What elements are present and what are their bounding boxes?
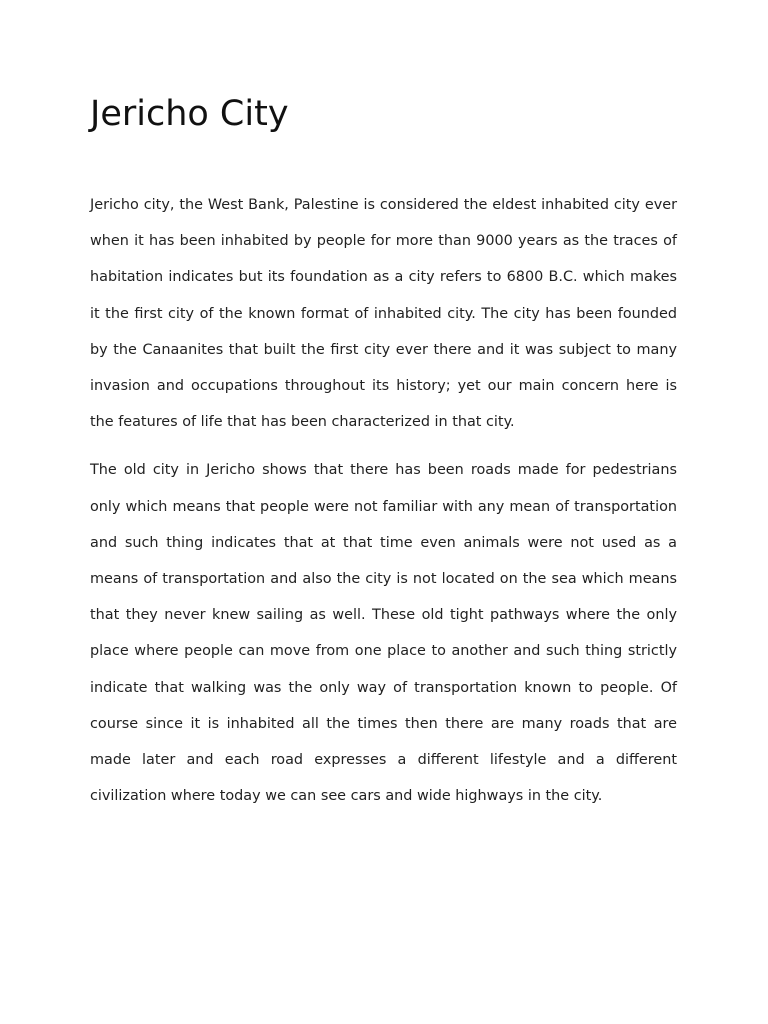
paragraph-1: Jericho city, the West Bank, Palestine is considered the eldest inhabited city ever when it has been inhabited by people for more than 9000 years as the traces of habitation indicates but its foundation as a city refers to 6800 B.C. which makes it the first city of the known format of inhabited city. The city has been founded by the Canaanites that built the first city ever there and it was subject to many invasion and occupations throughout its history; yet our main concern here is the features of life that has been characterized in that city. xyxy=(90,197,677,431)
document-body xyxy=(90,187,677,814)
document-page xyxy=(90,88,677,826)
page-title: Jericho City xyxy=(90,94,289,134)
paragraph-2: The old city in Jericho shows that there has been roads made for pedestrians only which means that people were not familiar with any mean of transportation and such thing indicates that at that time even animals were not used as a means of transportation and also the city is not located on the sea which means that they never knew sailing as well. These old tight pathways where the only place where people can move from one place to another and such thing strictly indicate that walking was the only way of transportation known to people. Of course since it is inhabited all the times then there are many roads that are made later and each road expresses a different lifestyle and a different civilization where today we can see cars and wide highways in the city. xyxy=(90,462,677,805)
